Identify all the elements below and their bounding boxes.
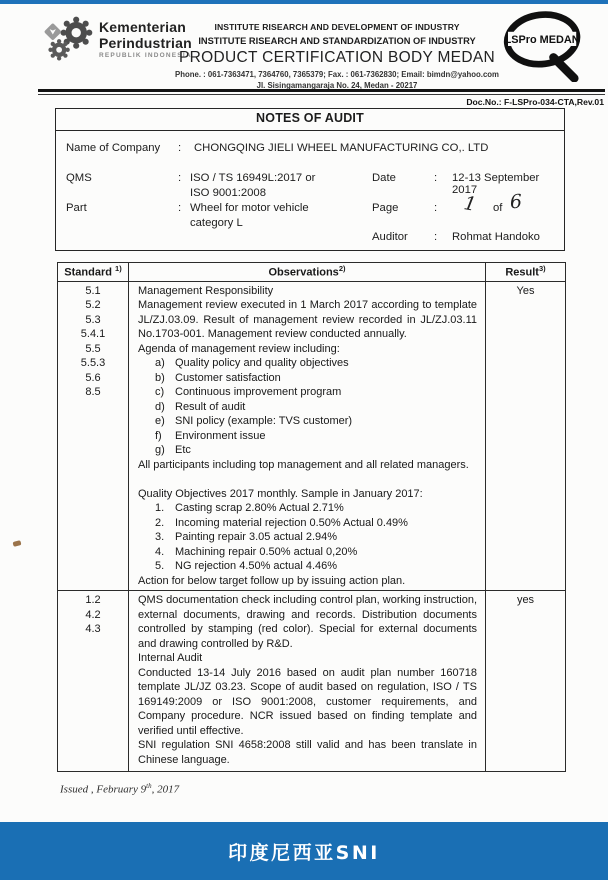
doc-number: Doc.No.: F-LSPro-034-CTA,Rev.01 xyxy=(466,97,604,107)
list-marker: a) xyxy=(155,357,165,370)
standard-code: 4.2 xyxy=(85,608,101,621)
list-marker: 2. xyxy=(155,516,165,529)
auditor-colon: : xyxy=(434,231,438,243)
top-blue-strip xyxy=(0,0,608,4)
table-row xyxy=(58,282,565,592)
audit-table-header xyxy=(58,263,565,282)
list-item-text: Casting scrap 2.80% Actual 2.71% xyxy=(175,502,344,515)
observation-text: QMS documentation check including control plan, working instruction, external documents, drawing and records. Distribution documents controlled by stamping (red color). Special for external documents and drawing controlled by R&D. xyxy=(138,594,477,650)
list-item-text: SNI policy (example: TVS customer) xyxy=(175,415,353,428)
standard-code: 1.2 xyxy=(85,594,101,607)
qms-label: QMS xyxy=(66,172,92,184)
auditor-label: Auditor xyxy=(372,231,408,243)
standard-code: 4.3 xyxy=(85,623,101,636)
list-marker: 5. xyxy=(155,560,165,573)
standard-code: 5.6 xyxy=(85,371,101,384)
contact-line: Phone. : 061-7363471, 7364760, 7365379; Fax. : 061-7362830; Email: bimdn@yahoo.com xyxy=(175,69,499,79)
observation-list-item xyxy=(138,371,477,386)
list-marker: 4. xyxy=(155,545,165,558)
issued-prefix: Issued , February 9 xyxy=(60,783,147,796)
standard-code: 5.2 xyxy=(85,299,101,312)
standard-code: 5.1 xyxy=(85,284,101,297)
standard-code: 5.5.3 xyxy=(80,357,106,370)
observation-list-item xyxy=(138,545,477,560)
company-value: CHONGQING JIELI WHEEL MANUFACTURING CO,. LTD xyxy=(194,142,489,154)
result-value: Yes xyxy=(516,284,535,297)
observation-text: Internal Audit xyxy=(138,652,203,665)
list-marker: 3. xyxy=(155,531,165,544)
org-line2: INSTITUTE RISEARCH AND STANDARDIZATION OF INDUSTRY xyxy=(198,35,476,46)
lspro-medan-logo xyxy=(498,10,590,82)
issued-date-line xyxy=(60,782,179,796)
standard-code: 5.5 xyxy=(85,342,101,355)
notes-of-audit-box xyxy=(55,108,565,251)
list-item-text: Painting repair 3.05 actual 2.94% xyxy=(175,531,338,544)
observation-list-item xyxy=(138,516,477,531)
part-value-line1: Wheel for motor vehicle xyxy=(190,202,309,214)
result-cell xyxy=(486,591,565,771)
blank-line xyxy=(138,472,477,487)
address-line: Jl. Sisingamangaraja No. 24, Medan - 20217 xyxy=(256,80,418,90)
page-current-handwritten: 1 xyxy=(462,192,478,216)
issued-ordinal: th xyxy=(146,782,152,790)
page-of-word: of xyxy=(493,202,503,214)
list-marker: c) xyxy=(155,386,165,399)
observation-text: Management review executed in 1 March 2017 according to template JL/ZJ.03.09. Result of management review recorded in JL/ZJ.03.11 No.1703-001. Management review conducted annually. xyxy=(138,299,477,341)
observation-list-item xyxy=(138,443,477,458)
notes-title: NOTES OF AUDIT xyxy=(56,109,564,131)
auditor-value: Rohmat Handoko xyxy=(452,231,540,243)
company-colon: : xyxy=(178,142,182,154)
date-label: Date xyxy=(372,172,396,184)
ministry-line2: Perindustrian xyxy=(99,35,192,51)
ministry-line1: Kementerian xyxy=(99,19,187,35)
standard-code: 8.5 xyxy=(85,386,101,399)
list-marker: f) xyxy=(155,429,162,442)
qms-value-line2: ISO 9001:2008 xyxy=(190,187,267,199)
org-line1: INSTITUTE RISEARCH AND DEVELOPMENT OF INDUSTRY xyxy=(214,22,460,32)
ministry-line3: REPUBLIK INDONESIA xyxy=(99,52,192,59)
observation-list-item xyxy=(138,400,477,415)
ministry-of-industry-logo xyxy=(42,13,96,65)
list-item-text: Incoming material rejection 0.50% Actual 0.49% xyxy=(175,516,408,529)
gear-icon xyxy=(42,13,96,65)
result-cell xyxy=(486,282,565,591)
scan-artifact-speck xyxy=(12,540,21,547)
list-item-text: Environment issue xyxy=(175,429,266,442)
observation-list-item xyxy=(138,559,477,574)
audit-table xyxy=(57,262,566,772)
qms-value-line1: ISO / TS 16949L:2017 or xyxy=(190,172,316,184)
observation-text: Action for below target follow up by issuing action plan. xyxy=(138,574,406,587)
date-value: 12-13 September 2017 xyxy=(452,172,540,196)
observation-text: Agenda of management review including: xyxy=(138,342,340,355)
list-item-text: NG rejection 4.50% actual 4.46% xyxy=(175,560,338,573)
part-label: Part xyxy=(66,202,87,214)
lspro-q-icon xyxy=(498,10,590,82)
observations-cell xyxy=(129,282,486,591)
table-row xyxy=(58,591,565,771)
observation-text: All participants including top management and all related managers. xyxy=(138,458,469,471)
observation-list-item xyxy=(138,501,477,516)
list-item-text: Etc xyxy=(175,444,191,457)
observation-list-item xyxy=(138,356,477,371)
page-total-handwritten: 6 xyxy=(509,190,523,214)
footer-banner-text: 印度尼西亚SNI xyxy=(228,841,380,864)
observation-text: Conducted 13-14 July 2016 based on audit plan number 160718 template JL/JZ 03.23. Scope of audit based on regulation, ISO / TS 169149:2009 or ISO 9001:2008, customer requirements, and Company procedure. NCR issued based on finding template and verified until effective. xyxy=(138,666,477,737)
result-column-header: Result$^{3)}$ xyxy=(505,264,546,279)
observation-text: Management Responsibility xyxy=(138,284,274,297)
observation-list-item xyxy=(138,414,477,429)
header-divider-rule xyxy=(38,89,605,95)
observation-list-item xyxy=(138,385,477,400)
list-marker: g) xyxy=(155,444,165,457)
qms-colon: : xyxy=(178,172,182,184)
list-marker: 1. xyxy=(155,502,165,515)
letterhead-center xyxy=(168,22,506,90)
list-marker: b) xyxy=(155,371,165,384)
date-colon: : xyxy=(434,172,438,184)
lspro-logo-text: LSPro MEDAN xyxy=(504,34,580,47)
standard-code: 5.4.1 xyxy=(80,328,106,341)
audit-table-body xyxy=(58,282,565,772)
observations-cell xyxy=(129,591,486,771)
observation-list-item xyxy=(138,530,477,545)
observation-text: SNI regulation SNI 4658:2008 still valid and has been translate in Chinese language. xyxy=(138,739,477,766)
company-label: Name of Company xyxy=(66,142,161,154)
observation-text: Quality Objectives 2017 monthly. Sample in January 2017: xyxy=(138,487,423,500)
list-marker: d) xyxy=(155,400,165,413)
standard-code: 5.3 xyxy=(85,313,101,326)
standard-cell xyxy=(58,591,129,771)
list-item-text: Customer satisfaction xyxy=(175,371,281,384)
list-marker: e) xyxy=(155,415,165,428)
list-item-text: Continuous improvement program xyxy=(175,386,342,399)
org-title: PRODUCT CERTIFICATION BODY MEDAN xyxy=(179,48,495,66)
list-item-text: Quality policy and quality objectives xyxy=(175,357,349,370)
result-value: yes xyxy=(516,594,535,607)
footer-banner xyxy=(0,822,608,880)
issued-suffix: , 2017 xyxy=(151,783,180,796)
page-colon: : xyxy=(434,202,438,214)
standard-column-header: Standard $^{1)}$ xyxy=(58,263,129,281)
part-colon: : xyxy=(178,202,182,214)
observations-column-header: Observations$^{2)}$ xyxy=(129,263,486,281)
observation-list-item xyxy=(138,429,477,444)
standard-cell xyxy=(58,282,129,591)
part-value-line2: category L xyxy=(190,217,243,229)
page-label: Page xyxy=(372,202,399,214)
list-item-text: Machining repair 0.50% actual 0,20% xyxy=(175,545,358,558)
list-item-text: Result of audit xyxy=(175,400,246,413)
